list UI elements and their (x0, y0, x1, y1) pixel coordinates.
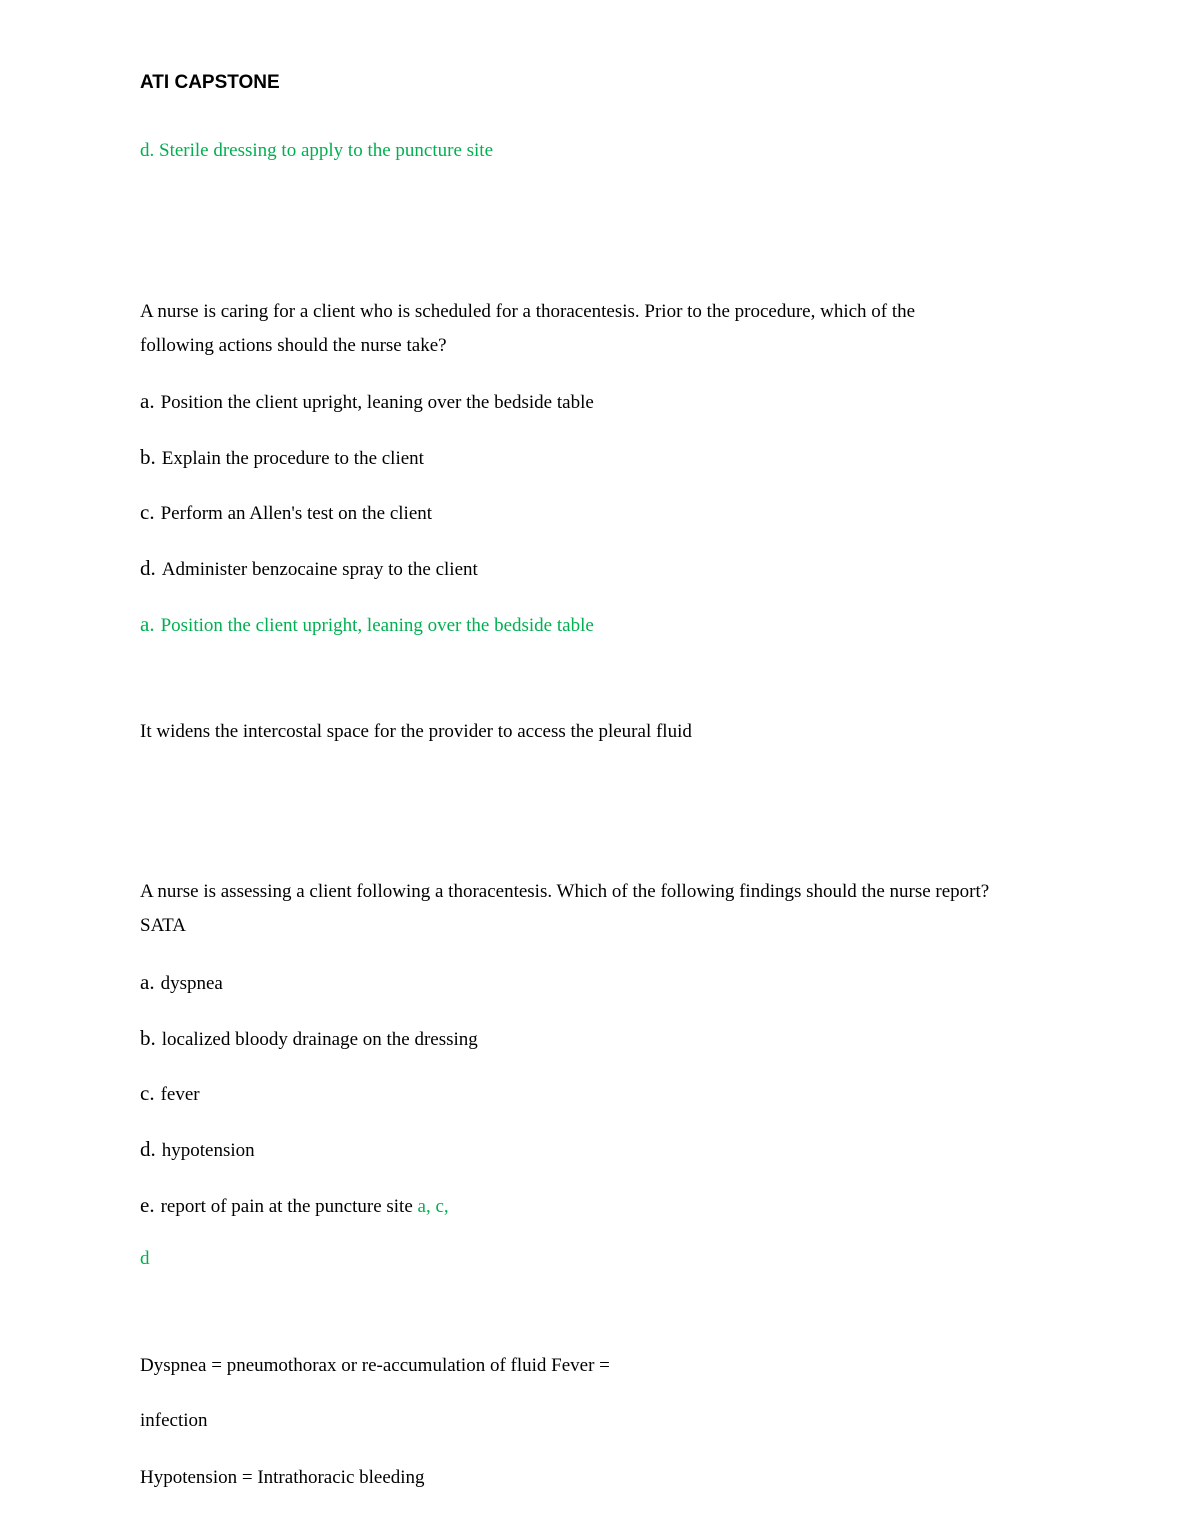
option-letter: c. (140, 1081, 155, 1105)
option-letter: b. (140, 445, 156, 469)
option-text: dyspnea (160, 973, 223, 994)
option-text: localized bloody drainage on the dressing (161, 1029, 478, 1050)
question-1-rationale: It widens the intercostal space for the provider to access the pleural fluid (140, 721, 692, 742)
option-letter: c. (140, 500, 155, 524)
question-1-option-b (140, 445, 424, 471)
question-2-option-d (140, 1137, 255, 1163)
question-2-stem-line-1: A nurse is assessing a client following a thoracentesis. Which of the following findings should the nurse report? (140, 881, 990, 902)
option-letter: b. (140, 1026, 156, 1050)
question-1-answer (140, 612, 594, 638)
option-text: hypotension (161, 1140, 255, 1161)
option-letter: d. (140, 556, 156, 580)
option-letter: e. (140, 1193, 155, 1217)
answer-text: Position the client upright, leaning over the bedside table (160, 615, 594, 636)
option-text: Explain the procedure to the client (161, 448, 424, 469)
question-2-answer-continued: d (140, 1248, 150, 1269)
question-2-stem-line-2: SATA (140, 915, 186, 936)
question-1-option-c (140, 500, 432, 526)
question-2-option-b (140, 1026, 478, 1052)
option-text: Position the client upright, leaning over the bedside table (160, 392, 594, 413)
option-letter: d. (140, 1137, 156, 1161)
answer-letter: a. (140, 612, 155, 636)
option-text: report of pain at the puncture site (160, 1196, 413, 1217)
question-2-rationale-line-2: infection (140, 1410, 208, 1431)
previous-answer: d. Sterile dressing to apply to the puncture site (140, 140, 494, 161)
option-text: Perform an Allen's test on the client (160, 503, 433, 524)
question-1-option-d (140, 556, 478, 582)
option-letter: a. (140, 970, 155, 994)
question-1-stem-line-2: following actions should the nurse take? (140, 335, 447, 356)
question-2-answer-inline: a, c, (417, 1196, 449, 1217)
option-letter: a. (140, 389, 155, 413)
question-2-option-c (140, 1081, 200, 1107)
document-header: ATI CAPSTONE (140, 72, 280, 93)
question-2-rationale-line-3: Hypotension = Intrathoracic bleeding (140, 1467, 425, 1488)
option-text: Administer benzocaine spray to the client (161, 559, 478, 580)
question-1-option-a (140, 389, 594, 415)
question-1-stem-line-1: A nurse is caring for a client who is scheduled for a thoracentesis. Prior to the procedure, which of the (140, 301, 916, 322)
question-2-option-a (140, 970, 223, 996)
question-2-option-e (140, 1193, 449, 1219)
option-text: fever (160, 1084, 200, 1105)
question-2-rationale-line-1: Dyspnea = pneumothorax or re-accumulation of fluid Fever = (140, 1355, 610, 1376)
